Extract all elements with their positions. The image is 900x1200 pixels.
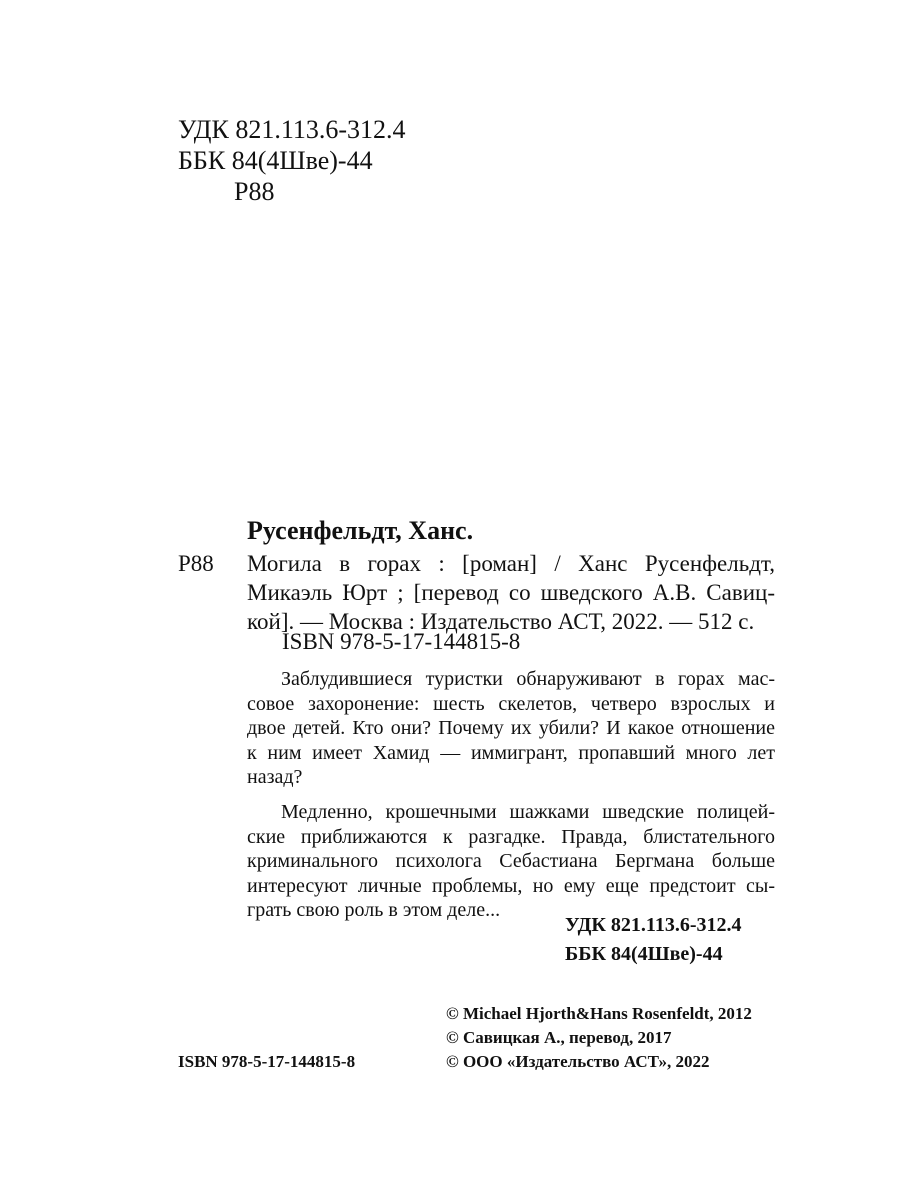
- classification-codes: [565, 911, 741, 969]
- annotation-line: к ним имеет Хамид — иммигрант, пропавший много лет: [247, 741, 775, 764]
- annotation-text: [247, 667, 775, 923]
- isbn-footer: ISBN 978-5-17-144815-8: [178, 1052, 356, 1071]
- header-cutter-code: Р88: [234, 177, 275, 206]
- annotation-line: совое захоронение: шесть скелетов, четверо взрослых и: [247, 692, 775, 715]
- header-bbk-code: ББК 84(4Шве)-44: [178, 146, 373, 175]
- copyright-line: © ООО «Издательство АСТ», 2022: [446, 1052, 710, 1071]
- annotation-line: интересуют личные проблемы, но ему еще предстоит сы-: [247, 874, 775, 897]
- udk-code: УДК 821.113.6-312.4: [565, 914, 742, 936]
- annotation-line: Заблудившиеся туристки обнаруживают в горах мас-: [281, 668, 775, 690]
- annotation-line: криминального психолога Себастиана Бергмана больше: [247, 850, 775, 873]
- copyright-notices: [446, 1002, 752, 1074]
- header-udk-code: УДК 821.113.6-312.4: [178, 115, 406, 144]
- paragraph-spacer: [247, 790, 775, 800]
- copyright-line: © Савицкая А., перевод, 2017: [446, 1028, 672, 1047]
- record-isbn: ISBN 978-5-17-144815-8: [282, 629, 521, 654]
- annotation-line: назад?: [247, 766, 303, 789]
- author-heading: Русенфельдт, Ханс.: [247, 516, 474, 545]
- bbk-code: ББК 84(4Шве)-44: [565, 943, 723, 965]
- header-classification-codes: [178, 114, 406, 207]
- record-cutter-code: Р88: [178, 551, 214, 576]
- biblio-line: Микаэль Юрт ; [перевод со шведского А.В. Савиц-: [247, 580, 775, 605]
- annotation-line: двое детей. Кто они? Почему их убили? И какое отношение: [247, 717, 775, 740]
- annotation-line: Медленно, крошечными шажками шведские полицей-: [281, 800, 775, 823]
- biblio-line: Могила в горах : [роман] / Ханс Русенфельдт,: [247, 551, 775, 576]
- bibliographic-description: [247, 549, 775, 636]
- annotation-line: ские приближаются к разгадке. Правда, блистательного: [247, 825, 775, 848]
- biblio-line: кой]. — Москва : Издательство АСТ, 2022. — 512 с.: [247, 609, 755, 634]
- copyright-line: © Michael Hjorth&Hans Rosenfeldt, 2012: [446, 1004, 752, 1023]
- annotation-line: грать свою роль в этом деле...: [247, 899, 501, 922]
